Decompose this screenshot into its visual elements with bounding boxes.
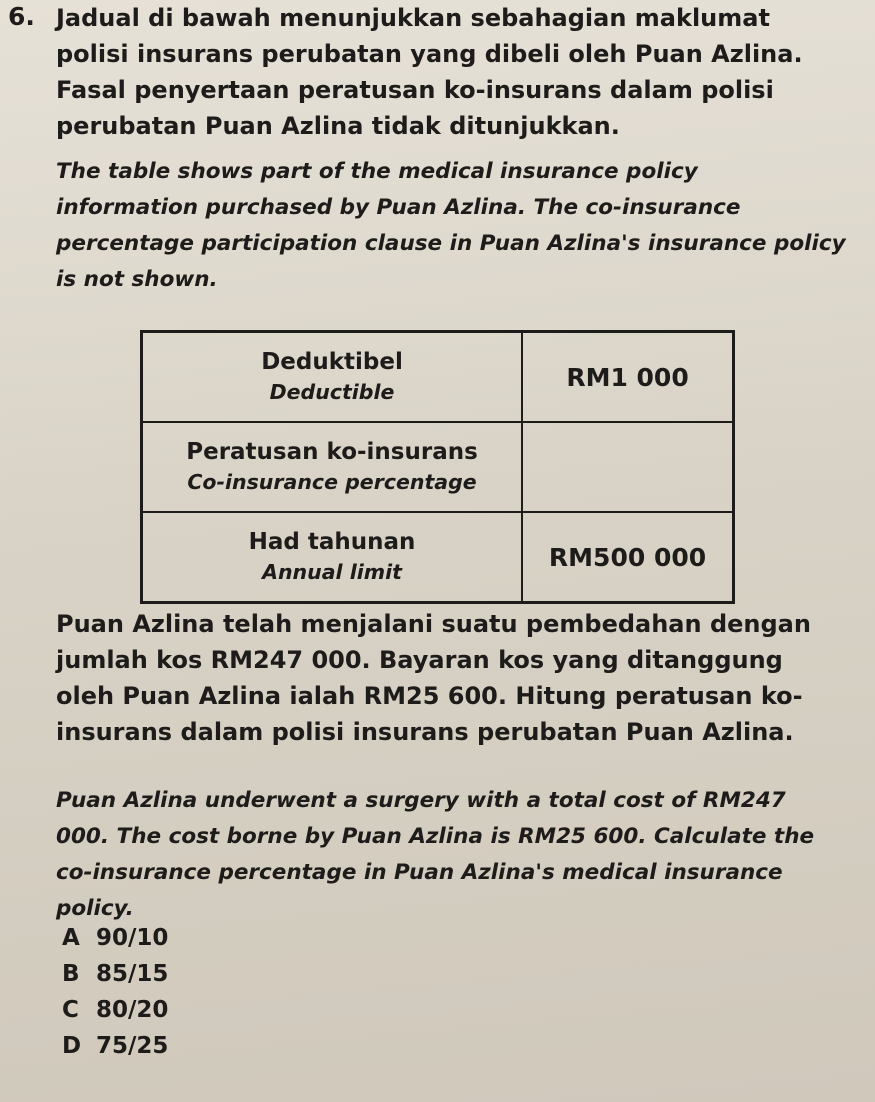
coinsurance-label-cell xyxy=(142,422,523,512)
coinsurance-label-english: Co-insurance percentage xyxy=(187,470,477,494)
body-malay: Puan Azlina telah menjalani suatu pembedahan dengan jumlah kos RM247 000. Bayaran kos yang ditanggung oleh Puan Azlina ialah RM25 600. Hitung peratusan ko-insurans dalam polisi insurans perubatan Puan Azlina. xyxy=(56,610,811,746)
question-number: 6. xyxy=(8,2,35,31)
answer-options xyxy=(62,920,168,1064)
annual-limit-label-cell xyxy=(142,512,523,603)
coinsurance-label-malay: Peratusan ko-insurans xyxy=(186,439,478,465)
deductible-label-cell xyxy=(142,332,523,423)
option-d-text: 75/25 xyxy=(96,1033,169,1059)
annual-limit-label-malay: Had tahunan xyxy=(248,529,416,555)
coinsurance-value xyxy=(522,422,733,512)
intro-english: The table shows part of the medical insurance policy information purchased by Puan Azlina. The co-insurance percentage participation clause in Puan Azlina's insurance policy is not shown. xyxy=(56,159,846,292)
deductible-label-english: Deductible xyxy=(269,380,395,404)
option-a[interactable] xyxy=(62,920,168,956)
option-b-text: 85/15 xyxy=(96,961,169,987)
table-row-deductible xyxy=(142,332,734,423)
option-a-key: A xyxy=(62,925,80,951)
table-row-coinsurance xyxy=(142,422,734,512)
option-d-key: D xyxy=(62,1033,82,1059)
annual-limit-value: RM500 000 xyxy=(522,512,733,603)
option-c-key: C xyxy=(62,997,79,1023)
option-a-text: 90/10 xyxy=(96,925,169,951)
intro-malay: Jadual di bawah menunjukkan sebahagian maklumat polisi insurans perubatan yang dibeli oleh Puan Azlina. Fasal penyertaan peratusan ko-insurans dalam polisi perubatan Puan Azlina tidak ditunjukkan. xyxy=(56,4,803,140)
option-c[interactable] xyxy=(62,992,168,1028)
option-b-key: B xyxy=(62,961,80,987)
option-d[interactable] xyxy=(62,1028,168,1064)
deductible-value: RM1 000 xyxy=(522,332,733,423)
option-c-text: 80/20 xyxy=(96,997,169,1023)
annual-limit-label-english: Annual limit xyxy=(262,560,402,584)
policy-info-table xyxy=(140,330,735,604)
option-b[interactable] xyxy=(62,956,168,992)
body-english: Puan Azlina underwent a surgery with a total cost of RM247 000. The cost borne by Puan Azlina is RM25 600. Calculate the co-insurance percentage in Puan Azlina's medical insurance policy. xyxy=(56,788,815,921)
table-row-annual-limit xyxy=(142,512,734,603)
deductible-label-malay: Deduktibel xyxy=(261,349,403,375)
